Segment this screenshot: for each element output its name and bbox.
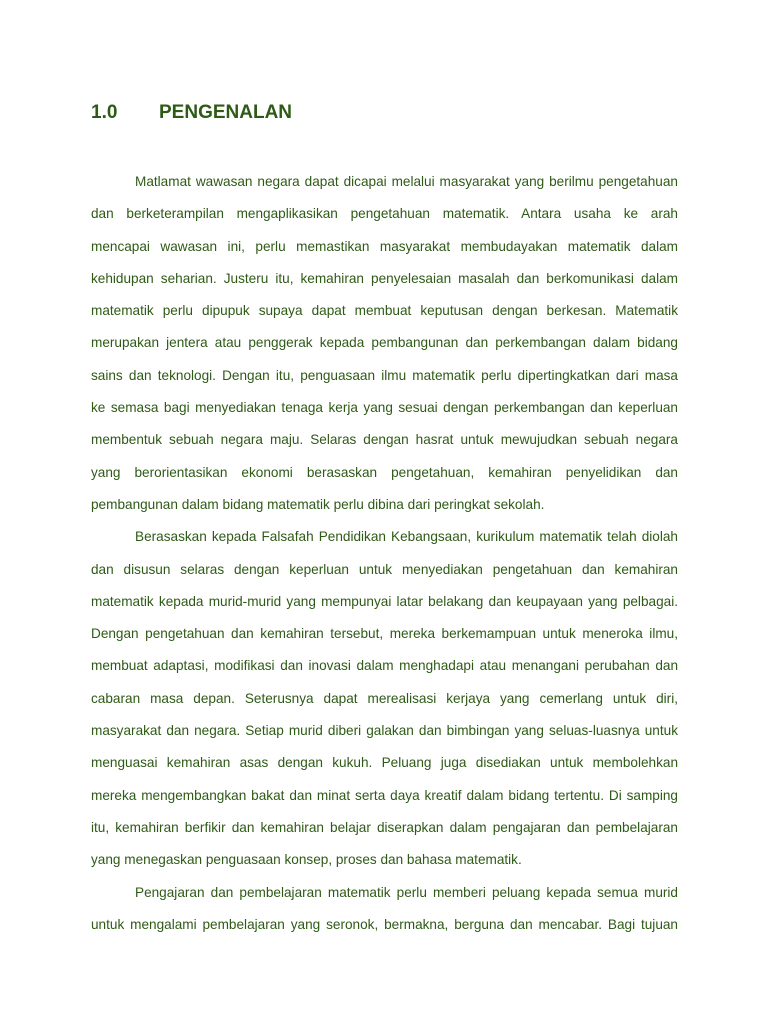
text-line: masyarakat dan negara. Setiap murid diberi galakan dan bimbingan yang seluas-luasnya untuk (91, 723, 678, 739)
text-line: matematik perlu dipupuk supaya dapat membuat keputusan dengan berkesan. Matematik (91, 303, 678, 319)
section-number: 1.0 (91, 102, 118, 123)
text-line: pembangunan dalam bidang matematik perlu dibina dari peringkat sekolah. (91, 496, 545, 512)
text-line: kehidupan seharian. Justeru itu, kemahiran penyelesaian masalah dan berkomunikasi dalam (91, 270, 678, 286)
body-text (91, 166, 678, 941)
text-line: dan disusun selaras dengan keperluan untuk menyediakan pengetahuan dan kemahiran (91, 561, 678, 577)
text-line: Matlamat wawasan negara dapat dicapai melalui masyarakat yang berilmu pengetahuan (135, 174, 678, 189)
text-line: dan berketerampilan mengaplikasikan pengetahuan matematik. Antara usaha ke arah (91, 206, 678, 222)
paragraph (91, 877, 678, 942)
text-line: Dengan pengetahuan dan kemahiran tersebut, mereka berkemampuan untuk meneroka ilmu, (91, 626, 678, 642)
paragraph (91, 166, 678, 521)
text-line: membentuk sebuah negara maju. Selaras dengan hasrat untuk mewujudkan sebuah negara (91, 432, 678, 448)
text-line: merupakan jentera atau penggerak kepada pembangunan dan perkembangan dalam bidang (91, 335, 678, 351)
text-line: yang berorientasikan ekonomi berasaskan pengetahuan, kemahiran penyelidikan dan (91, 464, 678, 480)
text-line: menguasai kemahiran asas dengan kukuh. Peluang juga disediakan untuk membolehkan (91, 755, 678, 771)
section-heading (91, 99, 292, 127)
text-line: mereka mengembangkan bakat dan minat serta daya kreatif dalam bidang tertentu. Di samping (91, 787, 678, 803)
text-line: ke semasa bagi menyediakan tenaga kerja yang sesuai dengan perkembangan dan keperluan (91, 400, 678, 416)
text-line: itu, kemahiran berfikir dan kemahiran belajar diserapkan dalam pengajaran dan pembelajaran (91, 819, 678, 835)
paragraph (91, 521, 678, 876)
text-line: untuk mengalami pembelajaran yang seronok, bermakna, berguna dan mencabar. Bagi tujuan (91, 916, 678, 932)
text-line: Berasaskan kepada Falsafah Pendidikan Kebangsaan, kurikulum matematik telah diolah (135, 529, 678, 545)
text-line: Pengajaran dan pembelajaran matematik perlu memberi peluang kepada semua murid (135, 884, 678, 900)
section-title: PENGENALAN (159, 102, 293, 123)
text-line: sains dan teknologi. Dengan itu, penguasaan ilmu matematik perlu dipertingkatkan dari masa (91, 367, 678, 383)
text-line: yang menegaskan penguasaan konsep, proses dan bahasa matematik. (91, 852, 522, 868)
text-line: membuat adaptasi, modifikasi dan inovasi dalam menghadapi atau menangani perubahan dan (91, 658, 678, 674)
text-line: cabaran masa depan. Seterusnya dapat merealisasi kerjaya yang cemerlang untuk diri, (91, 690, 678, 706)
text-line: matematik kepada murid-murid yang mempunyai latar belakang dan keupayaan yang pelbagai. (91, 593, 678, 609)
text-line: mencapai wawasan ini, perlu memastikan masyarakat membudayakan matematik dalam (91, 238, 678, 254)
